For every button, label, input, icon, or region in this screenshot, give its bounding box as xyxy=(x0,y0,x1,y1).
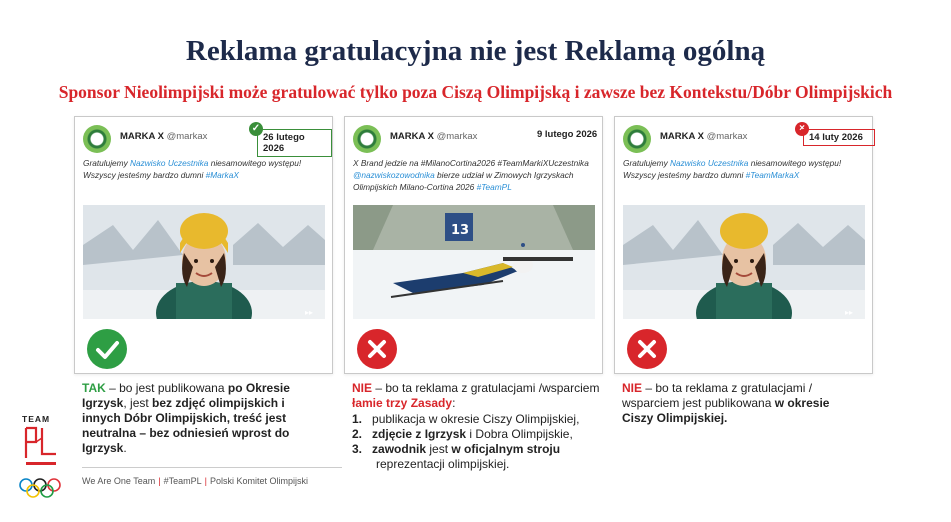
post-card-2 xyxy=(344,116,603,374)
brand-name: MARKA X @markax xyxy=(660,131,748,142)
brand-name: MARKA X @markax xyxy=(120,131,208,142)
page-title: Reklama gratulacyjna nie jest Reklamą ogólną xyxy=(185,35,766,67)
footer: We Are One Team | #TeamPL | Polski Komitet Olimpijski xyxy=(82,476,308,486)
brand-name: MARKA X @markax xyxy=(390,131,478,142)
post-photo xyxy=(623,205,865,319)
rejected-icon xyxy=(627,329,667,369)
bib-number: 13 xyxy=(451,223,470,238)
team-pl-logo: TEAM xyxy=(22,414,68,499)
post-card-1 xyxy=(74,116,333,374)
description-second: NIE – bo ta reklama z gratulacjami /wsparciem łamie trzy Zasady: 1. publikacja w okresie Ciszy Olimpijskiej, 2. zdjęcie z Igrzysk i Dobra Olimpijskie, 3. zawodnik jest w oficjalnym stroju reprezentacji olimpijskiej. xyxy=(352,381,602,472)
post-text: Gratulujemy Nazwisko Uczestnika niesamowitego występu! Wszyscy jesteśmy bardzo dumni #TeamMarkaX xyxy=(623,158,842,180)
brand-avatar xyxy=(353,125,381,153)
post-date: 14 luty 2026 xyxy=(803,129,875,146)
approved-icon xyxy=(87,329,127,369)
close-icon: × xyxy=(795,122,809,136)
post-card-3 xyxy=(614,116,873,374)
post-text: Gratulujemy Nazwisko Uczestnika niesamowitego występu! Wszyscy jesteśmy bardzo dumni #MarkaX xyxy=(83,158,302,180)
rule-item-2: 2. zdjęcie z Igrzysk i Dobra Olimpijskie, xyxy=(352,427,573,441)
post-photo xyxy=(83,205,325,319)
description-first: TAK – bo jest publikowana po Okresie Igrzysk, jest bez zdjęć olimpijskich i innych Dóbr Olimpijskich, treść jest neutralna – bez odniesień wprost do Igrzysk. xyxy=(82,381,290,455)
rejected-icon xyxy=(357,329,397,369)
pl-emblem-icon xyxy=(22,424,68,472)
olympic-rings-icon xyxy=(18,477,68,499)
brand-avatar xyxy=(623,125,651,153)
footer-divider xyxy=(82,467,342,468)
svg-text:▸▸: ▸▸ xyxy=(305,308,314,317)
description-third: NIE – bo ta reklama z gratulacjami / wsparciem jest publikowana w okresie Ciszy Olimpijskiej. xyxy=(622,381,830,425)
check-icon: ✓ xyxy=(249,122,263,136)
post-text: X Brand jedzie na #MilanoCortina2026 #TeamMarkiXUczestnika @nazwiskozowodnika bierze udział w Zimowych Igrzyskach Olimpijskich Milano-Cortina 2026 #TeamPL xyxy=(353,158,589,192)
rule-item-3: 3. zawodnik jest w oficjalnym stroju reprezentacji olimpijskiej. xyxy=(352,442,561,471)
post-photo xyxy=(353,205,595,319)
post-date: 9 lutego 2026 xyxy=(537,129,598,140)
svg-text:▸▸: ▸▸ xyxy=(845,308,854,317)
page-subtitle: Sponsor Nieolimpijski może gratulować tylko poza Ciszą Olimpijską i zawsze bez Kontekstu/Dóbr Olimpijskich xyxy=(58,82,893,102)
rule-item-1: 1. publikacja w okresie Ciszy Olimpijskiej, xyxy=(352,412,580,426)
brand-avatar xyxy=(83,125,111,153)
post-date: 26 lutego 2026 xyxy=(257,129,332,157)
